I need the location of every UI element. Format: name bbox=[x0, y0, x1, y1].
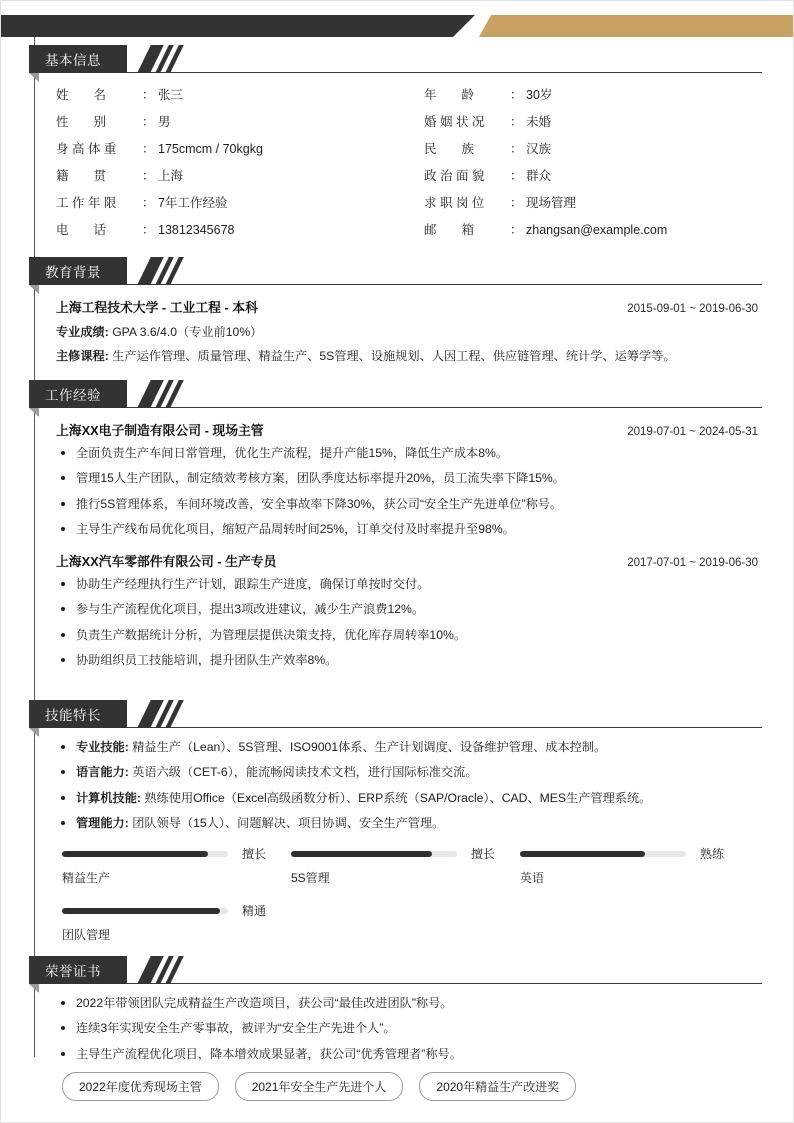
skill-text: 团队领导（15人）、问题解决、项目协调、安全生产管理。 bbox=[128, 815, 445, 830]
info-value: 男 bbox=[158, 115, 171, 129]
info-colon: ： bbox=[142, 196, 155, 210]
skill-bar-group bbox=[56, 845, 762, 959]
skill-label: 专业技能: bbox=[76, 740, 129, 754]
info-colon: ： bbox=[510, 88, 523, 102]
section-stripes-icon bbox=[144, 45, 190, 73]
entry-header bbox=[56, 297, 762, 316]
list-item: 参与生产流程优化项目，提出3项改进建议，减少生产浪费12%。 bbox=[56, 602, 762, 617]
section-tag-work bbox=[29, 380, 127, 408]
info-label: 邮 箱 bbox=[424, 223, 475, 237]
section-title-education: 教育背景 bbox=[45, 265, 101, 280]
list-item: 主导生产线布局优化项目，缩短产品周转时间25%，订单交付及时率提升至98%。 bbox=[56, 522, 762, 537]
section-title-skills: 技能特长 bbox=[45, 708, 101, 723]
info-value: 7年工作经验 bbox=[158, 196, 228, 210]
list-item: 协助组织员工技能培训，提升团队生产效率8%。 bbox=[56, 653, 762, 668]
list-item: 管理15人生产团队，制定绩效考核方案，团队季度达标率提升20%，员工流失率下降15%。 bbox=[56, 471, 762, 486]
skill-bar-name: 英语 bbox=[520, 871, 545, 885]
info-row-ethnicity bbox=[424, 139, 762, 157]
skill-bar-item bbox=[520, 845, 749, 886]
list-item: 全面负责生产车间日常管理，优化生产流程，提升产能15%，降低生产成本8%。 bbox=[56, 446, 762, 461]
section-body-honors bbox=[34, 984, 762, 1101]
info-label: 籍 贯 bbox=[56, 169, 107, 183]
info-value: 未婚 bbox=[526, 115, 552, 129]
list-item bbox=[56, 740, 762, 755]
list-item bbox=[56, 816, 762, 831]
skill-bar-track bbox=[520, 851, 686, 857]
info-row-target-position bbox=[424, 193, 762, 211]
honor-pill[interactable]: 2022年度优秀现场主管 bbox=[62, 1072, 219, 1101]
education-gpa-label: 专业成绩: bbox=[56, 325, 109, 339]
info-colon: ： bbox=[510, 223, 523, 237]
info-row-phone bbox=[56, 220, 424, 238]
section-honors bbox=[34, 956, 762, 1101]
honor-pill-group bbox=[56, 1072, 762, 1101]
list-item bbox=[56, 765, 762, 780]
top-bar-dark-segment bbox=[1, 15, 475, 37]
education-title: 上海工程技术大学 - 工业工程 - 本科 bbox=[56, 300, 258, 315]
section-stripes-icon bbox=[144, 257, 190, 285]
list-item: 负责生产数据统计分析，为管理层提供决策支持，优化库存周转率10%。 bbox=[56, 628, 762, 643]
skill-bar-fill bbox=[62, 908, 220, 914]
skill-bar-level: 熟练 bbox=[700, 847, 725, 861]
info-colon: ： bbox=[142, 169, 155, 183]
work-entry bbox=[56, 551, 762, 668]
skill-text: 英语六级（CET-6），能流畅阅读技术文档，进行国际标准交流。 bbox=[128, 765, 478, 780]
list-item bbox=[56, 791, 762, 806]
list-item: 推行5S管理体系，车间环境改善，安全事故率下降30%，获公司“安全生产先进单位”称号。 bbox=[56, 497, 762, 512]
skill-bar-row bbox=[520, 845, 749, 862]
skill-bar-track bbox=[291, 851, 457, 857]
info-row-name bbox=[56, 85, 424, 103]
section-stripes-icon bbox=[144, 380, 190, 408]
list-item: 协助生产经理执行生产计划，跟踪生产进度，确保订单按时交付。 bbox=[56, 577, 762, 592]
skill-label: 语言能力: bbox=[76, 765, 129, 780]
info-row-hometown bbox=[56, 166, 424, 184]
skill-bar-row bbox=[62, 845, 291, 862]
info-row-marital bbox=[424, 112, 762, 130]
section-header-honors bbox=[34, 956, 762, 984]
honor-pill[interactable]: 2020年精益生产改进奖 bbox=[419, 1072, 576, 1101]
info-value: 群众 bbox=[526, 169, 552, 183]
info-value: 汉族 bbox=[526, 142, 552, 156]
top-decoration-bar bbox=[1, 15, 794, 37]
info-row-years-experience bbox=[56, 193, 424, 211]
info-colon: ： bbox=[142, 115, 155, 129]
info-row-political-status bbox=[424, 166, 762, 184]
info-colon: ： bbox=[142, 223, 155, 237]
info-colon: ： bbox=[510, 169, 523, 183]
section-title-work: 工作经验 bbox=[45, 388, 101, 403]
skill-bar-name: 5S管理 bbox=[291, 871, 330, 885]
entry-header bbox=[56, 551, 762, 570]
section-stripes-icon bbox=[144, 956, 190, 984]
skill-bar-fill bbox=[520, 851, 645, 857]
section-title-honors: 荣誉证书 bbox=[45, 964, 101, 979]
education-gpa-value: GPA 3.6/4.0（专业前10%） bbox=[108, 325, 263, 339]
info-value: zhangsan@example.com bbox=[526, 223, 668, 237]
skill-bar-item bbox=[62, 902, 291, 943]
skill-bar-level: 擅长 bbox=[242, 847, 267, 861]
section-tag-honors bbox=[29, 956, 127, 984]
info-row-height-weight bbox=[56, 139, 424, 157]
work-bullet-list bbox=[56, 446, 762, 537]
section-header-basic bbox=[34, 45, 762, 73]
info-colon: ： bbox=[510, 115, 523, 129]
list-item: 连续3年实现安全生产零事故，被评为“安全生产先进个人”。 bbox=[56, 1021, 762, 1036]
work-bullet-list bbox=[56, 577, 762, 668]
info-colon: ： bbox=[142, 142, 155, 156]
skill-bar-item bbox=[291, 845, 520, 886]
skill-label: 计算机技能: bbox=[76, 790, 141, 805]
info-value: 上海 bbox=[158, 169, 184, 183]
info-row-email bbox=[424, 220, 762, 238]
education-courses-line bbox=[56, 347, 762, 364]
info-value: 13812345678 bbox=[158, 223, 235, 237]
section-education bbox=[34, 257, 762, 371]
work-date: 2019-07-01 ~ 2024-05-31 bbox=[627, 426, 758, 438]
honors-bullet-list bbox=[56, 996, 762, 1062]
skills-bullet-list bbox=[56, 740, 762, 831]
education-courses-label: 主修课程: bbox=[56, 349, 109, 363]
skill-bar-row bbox=[62, 902, 291, 919]
entry-header bbox=[56, 420, 762, 439]
section-body-basic bbox=[34, 73, 762, 238]
skill-bar-fill bbox=[62, 851, 208, 857]
skill-label: 管理能力: bbox=[76, 815, 129, 830]
list-item: 2022年带领团队完成精益生产改造项目，获公司“最佳改进团队”称号。 bbox=[56, 996, 762, 1011]
section-header-skills bbox=[34, 700, 762, 728]
info-value: 现场管理 bbox=[526, 196, 577, 210]
work-title: 上海XX汽车零部件有限公司 - 生产专员 bbox=[56, 554, 277, 569]
work-date: 2017-07-01 ~ 2019-06-30 bbox=[627, 557, 758, 569]
skill-bar-level: 擅长 bbox=[471, 847, 496, 861]
skill-bar-name: 精益生产 bbox=[62, 871, 111, 885]
honor-pill[interactable]: 2021年安全生产先进个人 bbox=[235, 1072, 404, 1101]
section-skills bbox=[34, 700, 762, 959]
info-label: 电 话 bbox=[56, 223, 107, 237]
section-tag-education bbox=[29, 257, 127, 285]
info-row-gender bbox=[56, 112, 424, 130]
skill-bar-row bbox=[291, 845, 520, 862]
info-label: 民 族 bbox=[424, 142, 475, 156]
section-body-skills bbox=[34, 728, 762, 959]
education-gpa-line bbox=[56, 323, 762, 340]
info-label: 求 职 岗 位 bbox=[424, 196, 485, 210]
section-tag-basic bbox=[29, 45, 127, 73]
section-body-work bbox=[34, 408, 762, 668]
skill-bar-name: 团队管理 bbox=[62, 928, 111, 942]
info-label: 婚 姻 状 况 bbox=[424, 115, 485, 129]
top-bar-gold-segment bbox=[479, 15, 794, 37]
skill-bar-track bbox=[62, 908, 228, 914]
info-colon: ： bbox=[510, 196, 523, 210]
section-header-education bbox=[34, 257, 762, 285]
work-entry bbox=[56, 420, 762, 537]
section-body-education bbox=[34, 285, 762, 364]
info-label: 政 治 面 貌 bbox=[424, 169, 485, 183]
info-row-age bbox=[424, 85, 762, 103]
section-tag-skills bbox=[29, 700, 127, 728]
info-label: 姓 名 bbox=[56, 88, 107, 102]
info-label: 年 龄 bbox=[424, 88, 475, 102]
education-entry bbox=[56, 297, 762, 364]
info-colon: ： bbox=[142, 88, 155, 102]
skill-text: 熟练使用Office（Excel高级函数分析）、ERP系统（SAP/Oracle）、CAD、MES生产管理系统。 bbox=[141, 790, 652, 805]
info-colon: ： bbox=[510, 142, 523, 156]
education-courses-value: 生产运作管理、质量管理、精益生产、5S管理、设施规划、人因工程、供应链管理、统计学、运筹学等。 bbox=[108, 349, 676, 363]
section-work-experience bbox=[34, 380, 762, 678]
skill-text: 精益生产（Lean）、5S管理、ISO9001体系、生产计划调度、设备维护管理、成本控制。 bbox=[128, 740, 607, 754]
skill-bar-track bbox=[62, 851, 228, 857]
education-date: 2015-09-01 ~ 2019-06-30 bbox=[627, 303, 758, 315]
skill-bar-item bbox=[62, 845, 291, 886]
section-header-work bbox=[34, 380, 762, 408]
section-title-basic: 基本信息 bbox=[45, 53, 101, 68]
info-value: 175cmcm / 70kgkg bbox=[158, 142, 263, 156]
info-label: 身 高 体 重 bbox=[56, 142, 117, 156]
work-title: 上海XX电子制造有限公司 - 现场主管 bbox=[56, 423, 264, 438]
section-basic-info bbox=[34, 45, 762, 238]
section-stripes-icon bbox=[144, 700, 190, 728]
skill-bar-level: 精通 bbox=[242, 904, 267, 918]
info-label: 性 别 bbox=[56, 115, 107, 129]
list-item: 主导生产流程优化项目，降本增效成果显著，获公司“优秀管理者”称号。 bbox=[56, 1047, 762, 1062]
info-value: 张三 bbox=[158, 88, 184, 102]
basic-info-grid bbox=[56, 85, 762, 238]
skill-bar-fill bbox=[291, 851, 432, 857]
info-label: 工 作 年 限 bbox=[56, 196, 117, 210]
info-value: 30岁 bbox=[526, 88, 553, 102]
